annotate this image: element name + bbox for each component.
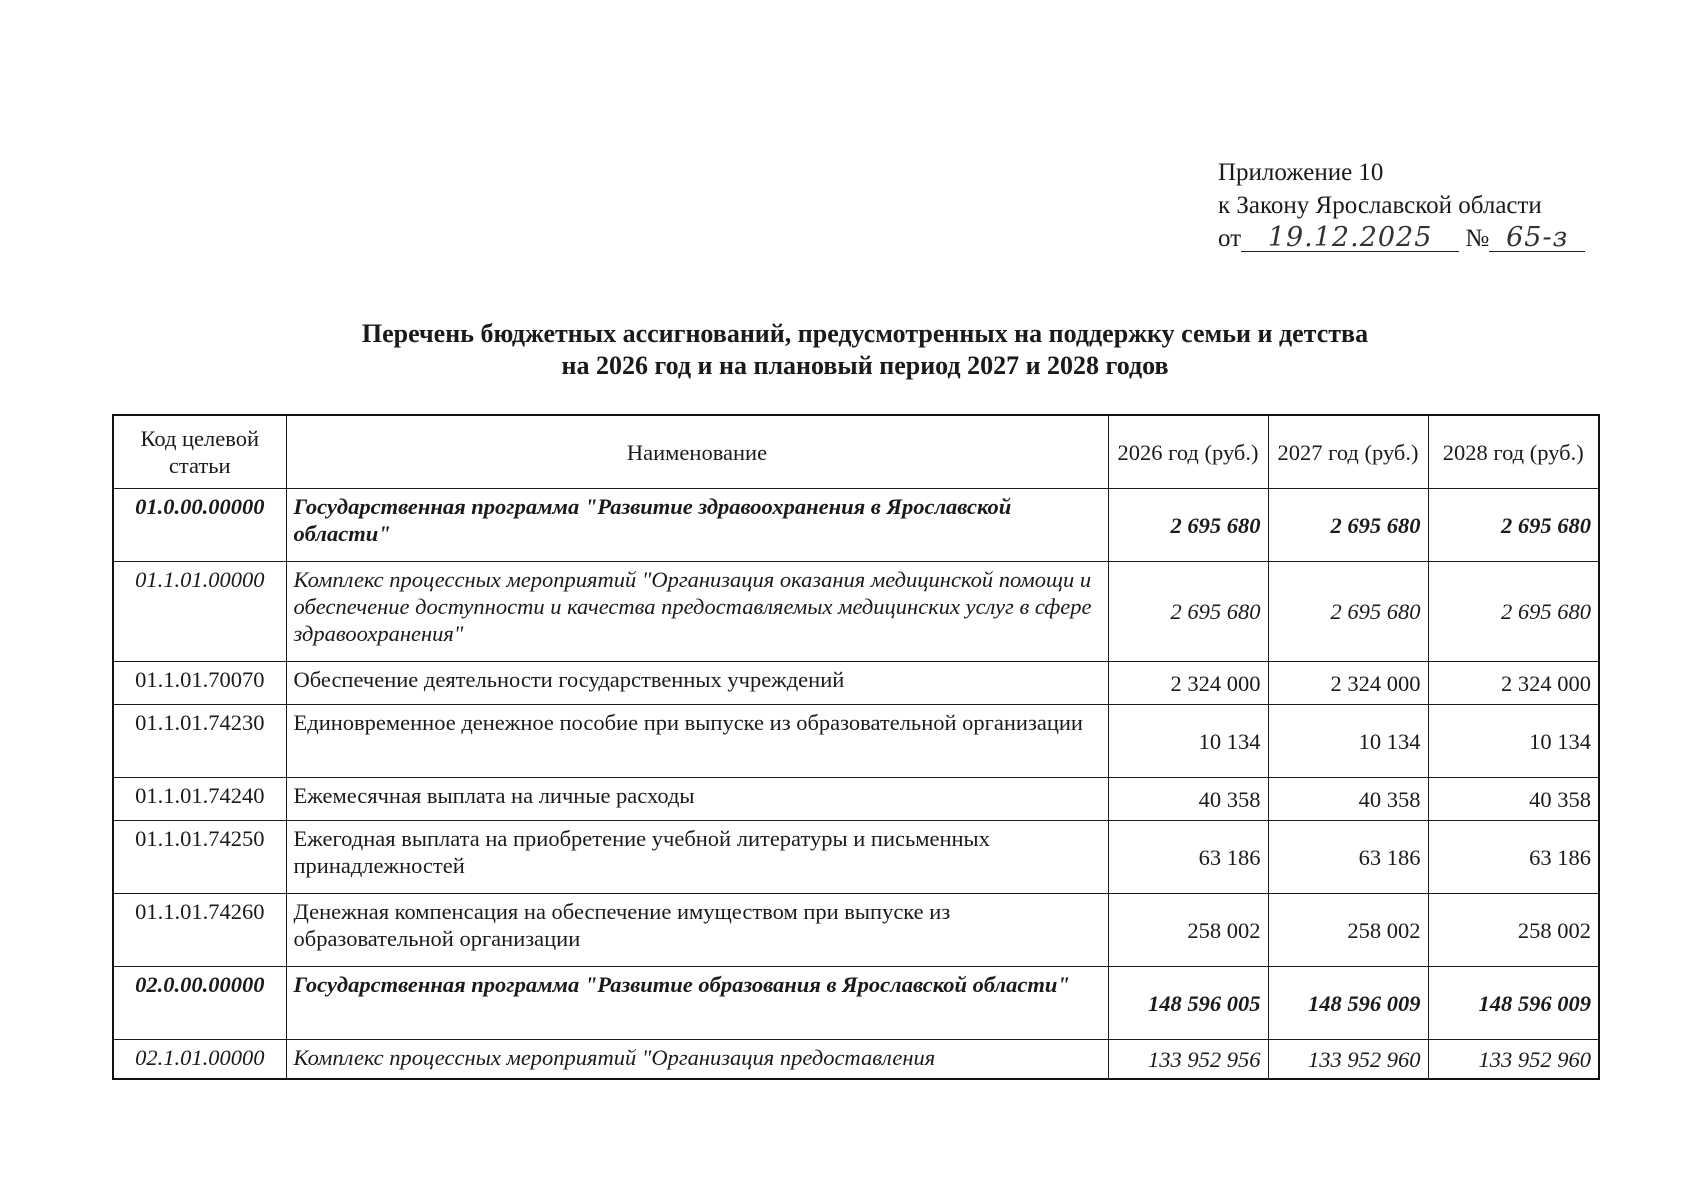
row-name: Комплекс процессных мероприятий "Организация оказания медицинской помощи и обеспечение доступности и качества предоставляемых медицинских услуг в сфере здравоохранения" [286, 562, 1108, 662]
row-name: Комплекс процессных мероприятий "Организация предоставления [286, 1040, 1108, 1080]
row-2028: 40 358 [1428, 778, 1599, 821]
budget-table [112, 414, 1600, 1080]
document-title-line-1: Перечень бюджетных ассигнований, предусмотренных на поддержку семьи и детства [361, 319, 1369, 348]
appendix-date-line [1218, 222, 1585, 255]
handwritten-date: 19.12.2025 [1241, 225, 1459, 252]
row-2026: 40 358 [1108, 778, 1268, 821]
appendix-block [1218, 156, 1585, 255]
number-prefix: № [1465, 225, 1490, 252]
table-row [113, 894, 1599, 967]
row-2027: 40 358 [1268, 778, 1428, 821]
row-code: 01.1.01.74240 [113, 778, 286, 821]
row-2026: 2 324 000 [1108, 662, 1268, 705]
row-code: 01.1.01.74260 [113, 894, 286, 967]
row-name: Обеспечение деятельности государственных учреждений [286, 662, 1108, 705]
row-2026: 2 695 680 [1108, 489, 1268, 562]
row-code: 02.1.01.00000 [113, 1040, 286, 1080]
row-2027: 2 324 000 [1268, 662, 1428, 705]
row-code: 01.1.01.74230 [113, 705, 286, 778]
table-header-row [113, 415, 1599, 489]
row-2026: 63 186 [1108, 821, 1268, 894]
appendix-law-reference: к Закону Ярославской области [1218, 192, 1542, 219]
header-2026: 2026 год (руб.) [1108, 415, 1268, 489]
table-row [113, 489, 1599, 562]
document-title-line-2: на 2026 год и на плановый период 2027 и 2028 годов [561, 351, 1169, 380]
row-code: 01.0.00.00000 [113, 489, 286, 562]
row-2028: 63 186 [1428, 821, 1599, 894]
appendix-number: Приложение 10 [1218, 159, 1384, 186]
row-2028: 258 002 [1428, 894, 1599, 967]
row-2028: 10 134 [1428, 705, 1599, 778]
row-name: Ежегодная выплата на приобретение учебной литературы и письменных принадлежностей [286, 821, 1108, 894]
table-row [113, 705, 1599, 778]
row-2026: 10 134 [1108, 705, 1268, 778]
table-row [113, 967, 1599, 1040]
row-2026: 2 695 680 [1108, 562, 1268, 662]
row-2027: 2 695 680 [1268, 562, 1428, 662]
header-2028: 2028 год (руб.) [1428, 415, 1599, 489]
row-2026: 258 002 [1108, 894, 1268, 967]
row-2027: 148 596 009 [1268, 967, 1428, 1040]
row-2028: 133 952 960 [1428, 1040, 1599, 1080]
table-row [113, 662, 1599, 705]
row-code: 01.1.01.70070 [113, 662, 286, 705]
row-2027: 2 695 680 [1268, 489, 1428, 562]
header-code: Код целевой статьи [113, 415, 286, 489]
table-row [113, 778, 1599, 821]
document-title [0, 318, 1697, 382]
row-name: Государственная программа "Развитие здравоохранения в Ярославской области" [286, 489, 1108, 562]
row-2026: 148 596 005 [1108, 967, 1268, 1040]
row-2028: 2 324 000 [1428, 662, 1599, 705]
row-2027: 10 134 [1268, 705, 1428, 778]
handwritten-law-number: 65-з [1489, 225, 1585, 252]
date-prefix: от [1218, 225, 1242, 252]
row-name: Единовременное денежное пособие при выпуске из образовательной организации [286, 705, 1108, 778]
row-2028: 2 695 680 [1428, 489, 1599, 562]
row-2028: 2 695 680 [1428, 562, 1599, 662]
row-code: 01.1.01.74250 [113, 821, 286, 894]
table-row [113, 1040, 1599, 1080]
row-2028: 148 596 009 [1428, 967, 1599, 1040]
row-2027: 258 002 [1268, 894, 1428, 967]
row-code: 02.0.00.00000 [113, 967, 286, 1040]
row-code: 01.1.01.00000 [113, 562, 286, 662]
row-2027: 133 952 960 [1268, 1040, 1428, 1080]
row-2027: 63 186 [1268, 821, 1428, 894]
header-name: Наименование [286, 415, 1108, 489]
row-2026: 133 952 956 [1108, 1040, 1268, 1080]
table-row [113, 562, 1599, 662]
row-name: Государственная программа "Развитие образования в Ярославской области" [286, 967, 1108, 1040]
table-row [113, 821, 1599, 894]
header-2027: 2027 год (руб.) [1268, 415, 1428, 489]
row-name: Денежная компенсация на обеспечение имуществом при выпуске из образовательной организации [286, 894, 1108, 967]
row-name: Ежемесячная выплата на личные расходы [286, 778, 1108, 821]
